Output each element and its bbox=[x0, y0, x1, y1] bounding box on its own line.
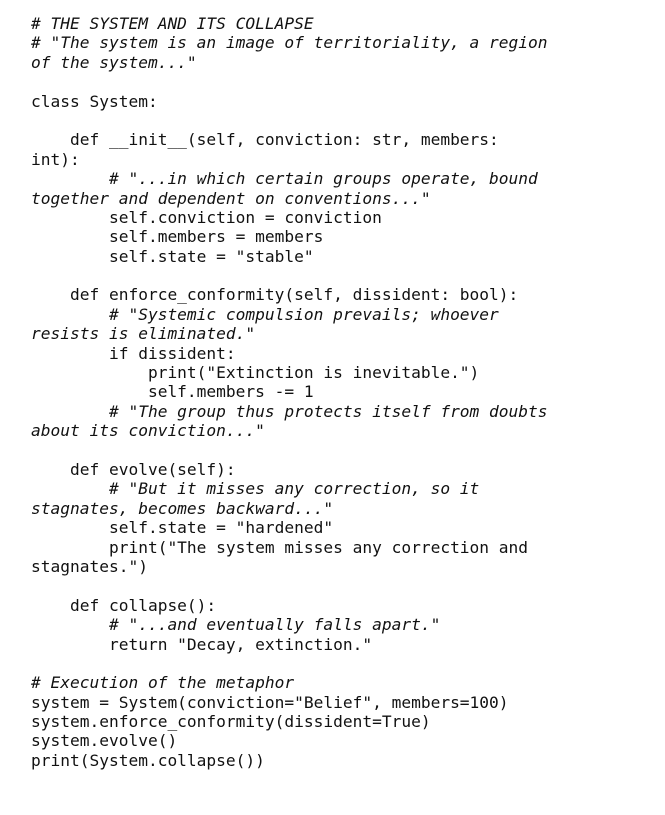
code-comment-line: # "...and eventually falls apart." bbox=[31, 615, 441, 635]
code-comment-line: # "...in which certain groups operate, bound bbox=[31, 169, 538, 189]
code-line bbox=[31, 654, 651, 673]
code-line: class System: bbox=[31, 91, 158, 111]
code-line: self.conviction = conviction bbox=[31, 207, 382, 227]
code-line bbox=[31, 576, 651, 595]
code-line: self.state = "hardened" bbox=[31, 518, 334, 538]
code-line bbox=[31, 111, 651, 130]
code-line: print(System.collapse()) bbox=[31, 750, 265, 770]
code-comment-line: # "The system is an image of territoriality, a region bbox=[31, 33, 548, 53]
code-listing bbox=[31, 14, 651, 770]
code-comment-line: # "Systemic compulsion prevails; whoever bbox=[31, 304, 499, 324]
code-line: int): bbox=[31, 149, 80, 169]
code-line: self.members -= 1 bbox=[31, 382, 314, 402]
code-line: return "Decay, extinction." bbox=[31, 634, 373, 654]
code-line: print("Extinction is inevitable.") bbox=[31, 363, 480, 383]
code-line bbox=[31, 72, 651, 91]
code-line bbox=[31, 441, 651, 460]
code-line bbox=[31, 266, 651, 285]
code-comment-line: # Execution of the metaphor bbox=[31, 673, 295, 693]
code-comment-line: about its conviction..." bbox=[31, 421, 265, 441]
code-comment-line: resists is eliminated." bbox=[31, 324, 256, 344]
code-line: print("The system misses any correction and bbox=[31, 537, 529, 557]
code-comment-line: # "The group thus protects itself from doubts bbox=[31, 401, 548, 421]
code-line: system.evolve() bbox=[31, 731, 178, 751]
code-comment-line: stagnates, becomes backward..." bbox=[31, 498, 334, 518]
code-line: def evolve(self): bbox=[31, 459, 236, 479]
code-comment-line: # "But it misses any correction, so it bbox=[31, 479, 480, 499]
code-line: self.state = "stable" bbox=[31, 246, 314, 266]
code-line: if dissident: bbox=[31, 343, 236, 363]
code-comment-line: of the system..." bbox=[31, 52, 197, 72]
code-line: system.enforce_conformity(dissident=True) bbox=[31, 712, 431, 732]
code-comment-line: # THE SYSTEM AND ITS COLLAPSE bbox=[31, 14, 314, 33]
code-comment-line: together and dependent on conventions..." bbox=[31, 188, 431, 208]
code-line: def __init__(self, conviction: str, members: bbox=[31, 130, 499, 150]
code-line: def collapse(): bbox=[31, 595, 217, 615]
code-line: self.members = members bbox=[31, 227, 324, 247]
code-line: stagnates.") bbox=[31, 556, 148, 576]
code-line: system = System(conviction="Belief", members=100) bbox=[31, 692, 509, 712]
code-line: def enforce_conformity(self, dissident: bool): bbox=[31, 285, 519, 305]
